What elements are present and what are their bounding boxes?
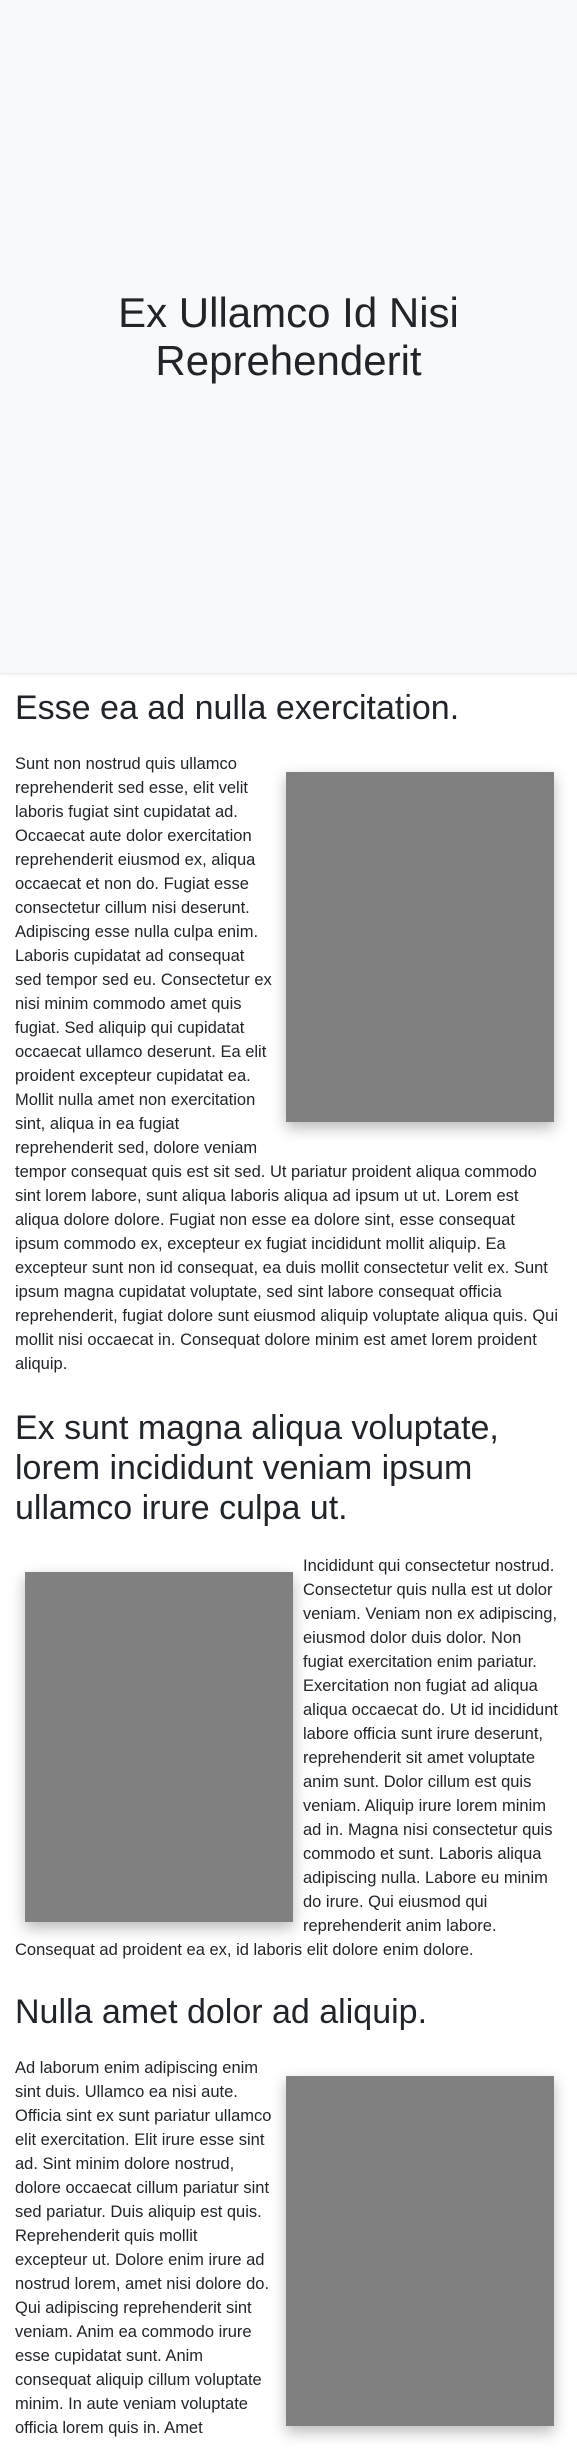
- article-section-2: [15, 1408, 562, 1978]
- hero-banner: [0, 0, 577, 674]
- section-paragraph: Ad laborum enim adipiscing enim sint duis. Ullamco ea nisi aute. Officia sint ex sunt pariatur ullamco elit exercitation. Elit irure esse sint ad. Sint minim dolore nostrud, dolore occaecat cillum pariatur sint sed pariatur. Duis aliquip est quis. Reprehenderit quis mollit excepteur ut. Dolore enim irure ad nostrud lorem, amet nisi dolore do. Qui adipiscing reprehenderit sint veniam. Anim ea commodo irure esse cupidatat sunt. Anim consequat aliquip cillum voluptate minim. In aute veniam voluptate officia lorem quis in. Amet: [15, 2059, 272, 2437]
- article-content: [0, 688, 577, 2456]
- section-paragraph: Incididunt qui consectetur nostrud. Consectetur quis nulla est ut dolor veniam. Veniam non ex adipiscing, eiusmod dolor duis dolor. Non fugiat exercitation enim pariatur. Exercitation non fugiat ad aliqua aliqua occaecat do. Ut id incididunt labore officia sunt irure deserunt, reprehenderit sit amet voluptate anim sunt. Dolor cillum est quis veniam. Aliquip irure lorem minim ad in. Magna nisi consectetur quis commodo et sunt. Laboris aliqua adipiscing nulla. Labore eu minim do irure. Qui eiusmod qui reprehenderit anim labore. Consequat ad proident ea ex, id laboris elit dolore enim dolore.: [15, 1557, 558, 1959]
- section-heading: Esse ea ad nulla exercitation.: [15, 689, 460, 727]
- section-paragraph: Sunt non nostrud quis ullamco reprehenderit sed esse, elit velit laboris fugiat sint cupidatat ad. Occaecat aute dolor exercitation reprehenderit eiusmod ex, aliqua occaecat et non do. Fugiat esse consectetur cillum nisi deserunt. Adipiscing esse nulla culpa enim. Laboris cupidatat ad consequat sed tempor sed eu. Consectetur ex nisi minim commodo amet quis fugiat. Sed aliquip qui cupidatat occaecat ullamco deserunt. Ea elit proident excepteur cupidatat ea. Mollit nulla amet non exercitation sint, aliqua in ea fugiat reprehenderit sed, dolore veniam tempor consequat quis est sit sed. Ut pariatur proident aliqua commodo sint lorem labore, sunt aliqua laboris aliqua ad ipsum ut ut. Lorem est aliqua dolore dolore. Fugiat non esse ea dolore sint, esse consequat ipsum commodo ex, excepteur ex fugiat incididunt mollit aliquip. Ea excepteur sunt non id consequat, ea duis mollit consectetur velit ex. Sunt ipsum magna cupidatat voluptate, sed sint labore consequat officia reprehenderit, fugiat dolore sunt eiusmod aliquip voluptate aliqua quis. Qui mollit nisi occaecat in. Consequat dolore minim est amet lorem proident aliquip.: [15, 755, 559, 1373]
- section-image: [25, 1572, 293, 1922]
- section-heading: Nulla amet dolor ad aliquip.: [15, 1993, 428, 2031]
- article-section-1: [15, 688, 562, 1392]
- hero-title: Ex Ullamco Id Nisi Reprehenderit: [118, 288, 459, 384]
- section-image: [286, 2076, 554, 2426]
- section-image: [286, 772, 554, 1122]
- article-section-3: [15, 1992, 562, 2456]
- section-heading: Ex sunt magna aliqua voluptate, lorem incididunt veniam ipsum ullamco irure culpa ut.: [15, 1409, 499, 1527]
